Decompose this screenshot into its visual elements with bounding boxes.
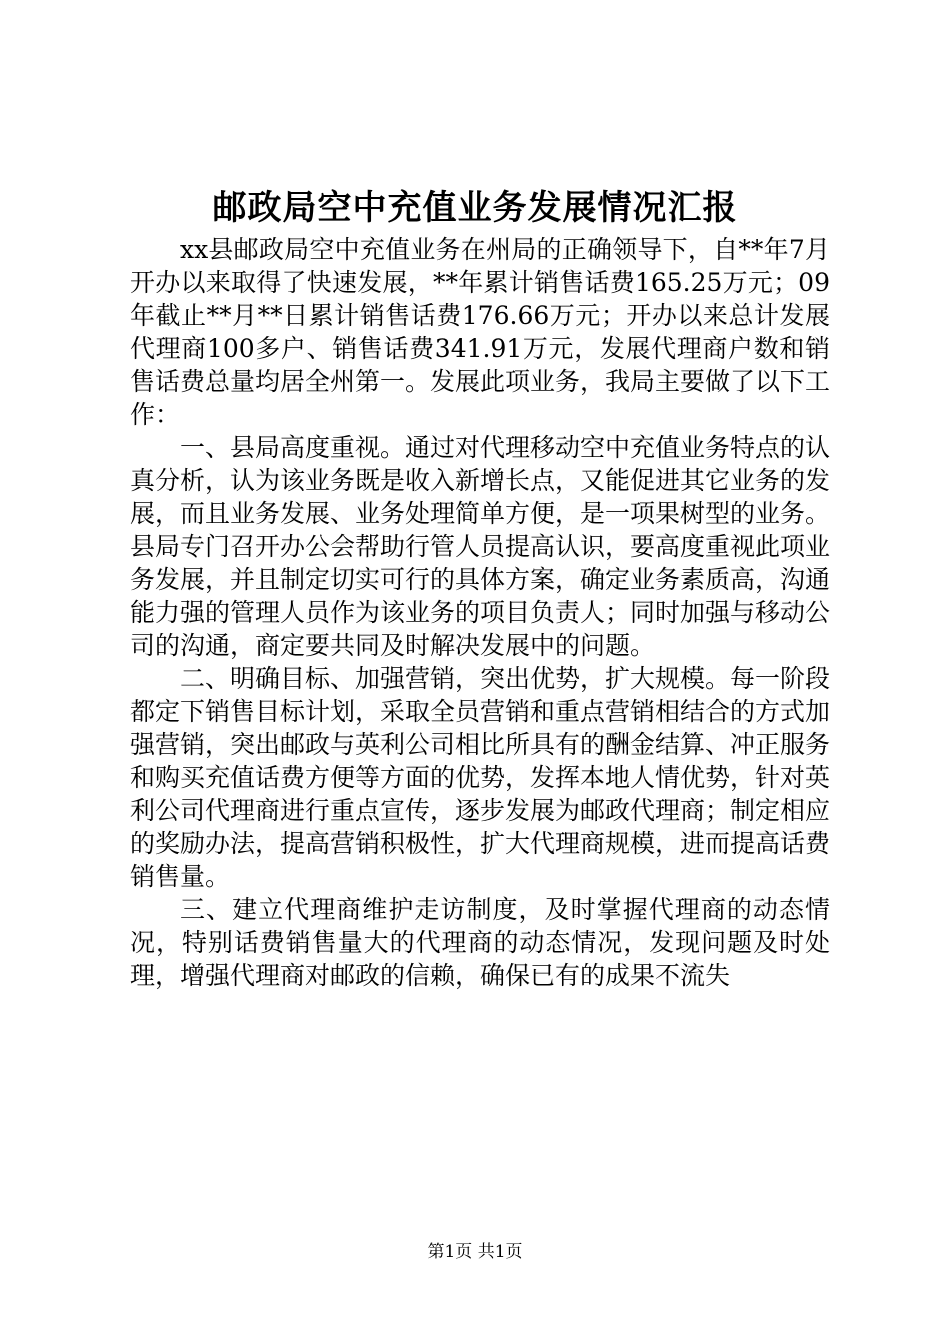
paragraph-section-3: 三、建立代理商维护走访制度，及时掌握代理商的动态情况，特别话费销售量大的代理商的动态情况，发现问题及时处理，增强代理商对邮政的信赖，确保已有的成果不流失 xyxy=(130,895,830,990)
paragraph-section-1: 一、县局高度重视。通过对代理移动空中充值业务特点的认真分析，认为该业务既是收入新增长点，又能促进其它业务的发展，而且业务发展、业务处理简单方便，是一项果树型的业务。县局专门召开办公会帮助行管人员提高认识，要高度重视此项业务发展，并且制定切实可行的具体方案，确定业务素质高，沟通能力强的管理人员作为该业务的项目负责人；同时加强与移动公司的沟通，商定要共同及时解决发展中的问题。 xyxy=(130,433,831,660)
document-title: 邮政局空中充值业务发展情况汇报 xyxy=(212,188,738,228)
paragraph-section-2: 二、明确目标、加强营销，突出优势，扩大规模。每一阶段都定下销售目标计划，采取全员营销和重点营销相结合的方式加强营销，突出邮政与英利公司相比所具有的酬金结算、冲正服务和购买充值话费方便等方面的优势，发挥本地人情优势，针对英利公司代理商进行重点宣传，逐步发展为邮政代理商；制定相应的奖励办法，提高营销积极性，扩大代理商规模，进而提高话费销售量。 xyxy=(130,664,831,891)
page-number-footer: 第1页 共1页 xyxy=(427,1242,523,1262)
paragraph-intro: xx县邮政局空中充值业务在州局的正确领导下，自**年7月开办以来取得了快速发展，**年累计销售话费165.25万元；09年截止**月**日累计销售话费176.66万元；开办以来总计发展代理商100多户、销售话费341.91万元，发展代理商户数和销售话费总量均居全州第一。发展此项业务，我局主要做了以下工作： xyxy=(130,235,831,429)
document-body xyxy=(130,233,830,992)
